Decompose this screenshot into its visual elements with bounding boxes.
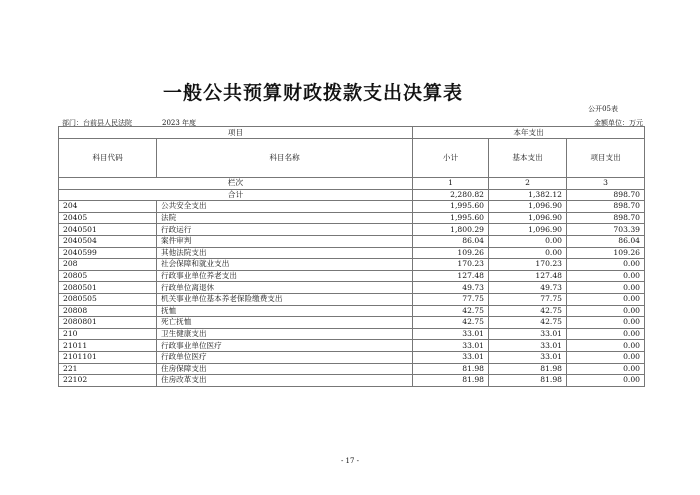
row-project: 0.00 bbox=[567, 340, 645, 352]
row-basic: 77.75 bbox=[489, 293, 567, 305]
table-row bbox=[59, 224, 645, 236]
row-code: 2040599 bbox=[59, 247, 157, 259]
row-project: 898.70 bbox=[567, 212, 645, 224]
row-code: 2040504 bbox=[59, 235, 157, 247]
row-name: 其他法院支出 bbox=[157, 247, 413, 259]
table-row bbox=[59, 328, 645, 340]
row-subtotal: 127.48 bbox=[413, 270, 489, 282]
row-basic: 0.00 bbox=[489, 247, 567, 259]
row-name: 行政单位离退休 bbox=[157, 282, 413, 294]
row-project: 0.00 bbox=[567, 351, 645, 363]
row-project: 0.00 bbox=[567, 259, 645, 271]
table-row bbox=[59, 282, 645, 294]
row-project: 0.00 bbox=[567, 363, 645, 375]
row-name: 案件审判 bbox=[157, 235, 413, 247]
row-name: 行政运行 bbox=[157, 224, 413, 236]
column-number-2: 2 bbox=[489, 178, 567, 190]
total-basic: 1,382.12 bbox=[489, 189, 567, 201]
row-basic: 33.01 bbox=[489, 340, 567, 352]
row-basic: 170.23 bbox=[489, 259, 567, 271]
table-row bbox=[59, 293, 645, 305]
page-number: - 17 - bbox=[340, 457, 360, 465]
row-basic: 81.98 bbox=[489, 375, 567, 387]
row-basic: 33.01 bbox=[489, 351, 567, 363]
row-project: 0.00 bbox=[567, 375, 645, 387]
row-name: 公共安全支出 bbox=[157, 201, 413, 213]
row-subtotal: 1,995.60 bbox=[413, 212, 489, 224]
row-code: 20805 bbox=[59, 270, 157, 282]
total-label: 合计 bbox=[59, 189, 413, 201]
expenditure-table bbox=[58, 126, 645, 387]
row-name: 社会保障和就业支出 bbox=[157, 259, 413, 271]
header-project: 项目 bbox=[59, 127, 413, 139]
row-basic: 1,096.90 bbox=[489, 212, 567, 224]
row-project: 0.00 bbox=[567, 293, 645, 305]
row-subtotal: 33.01 bbox=[413, 351, 489, 363]
row-basic: 81.98 bbox=[489, 363, 567, 375]
row-code: 204 bbox=[59, 201, 157, 213]
row-subtotal: 1,800.29 bbox=[413, 224, 489, 236]
row-project: 109.26 bbox=[567, 247, 645, 259]
row-code: 20405 bbox=[59, 212, 157, 224]
row-subtotal: 1,995.60 bbox=[413, 201, 489, 213]
row-code: 22102 bbox=[59, 375, 157, 387]
row-code: 208 bbox=[59, 259, 157, 271]
row-subtotal: 81.98 bbox=[413, 363, 489, 375]
row-subtotal: 86.04 bbox=[413, 235, 489, 247]
row-subtotal: 109.26 bbox=[413, 247, 489, 259]
row-project: 703.39 bbox=[567, 224, 645, 236]
table-row bbox=[59, 247, 645, 259]
header-project-expense: 项目支出 bbox=[567, 139, 645, 178]
row-project: 898.70 bbox=[567, 201, 645, 213]
row-name: 卫生健康支出 bbox=[157, 328, 413, 340]
table-row bbox=[59, 270, 645, 282]
department-label: 部门：台前县人民法院 bbox=[62, 119, 132, 127]
row-name: 行政事业单位医疗 bbox=[157, 340, 413, 352]
row-basic: 127.48 bbox=[489, 270, 567, 282]
table-row bbox=[59, 235, 645, 247]
row-code: 21011 bbox=[59, 340, 157, 352]
row-name: 机关事业单位基本养老保险缴费支出 bbox=[157, 293, 413, 305]
row-basic: 42.75 bbox=[489, 317, 567, 329]
total-project: 898.70 bbox=[567, 189, 645, 201]
form-number: 公开05表 bbox=[588, 105, 618, 113]
row-subtotal: 170.23 bbox=[413, 259, 489, 271]
row-name: 住房改革支出 bbox=[157, 375, 413, 387]
row-code: 2101101 bbox=[59, 351, 157, 363]
header-name: 科目名称 bbox=[157, 139, 413, 178]
row-subtotal: 81.98 bbox=[413, 375, 489, 387]
table-row bbox=[59, 375, 645, 387]
table-row bbox=[59, 305, 645, 317]
table-row bbox=[59, 317, 645, 329]
row-basic: 0.00 bbox=[489, 235, 567, 247]
header-current-year: 本年支出 bbox=[413, 127, 645, 139]
row-name: 死亡抚恤 bbox=[157, 317, 413, 329]
table-row bbox=[59, 259, 645, 271]
table-row bbox=[59, 201, 645, 213]
row-subtotal: 77.75 bbox=[413, 293, 489, 305]
unit-label: 金额单位：万元 bbox=[594, 119, 643, 127]
row-code: 2080801 bbox=[59, 317, 157, 329]
table-row bbox=[59, 340, 645, 352]
column-number-1: 1 bbox=[413, 178, 489, 190]
row-project: 0.00 bbox=[567, 328, 645, 340]
row-code: 2080501 bbox=[59, 282, 157, 294]
total-subtotal: 2,280.82 bbox=[413, 189, 489, 201]
row-name: 抚恤 bbox=[157, 305, 413, 317]
row-code: 2080505 bbox=[59, 293, 157, 305]
row-basic: 1,096.90 bbox=[489, 224, 567, 236]
year-label: 2023 年度 bbox=[162, 119, 197, 127]
row-subtotal: 42.75 bbox=[413, 305, 489, 317]
table-row bbox=[59, 351, 645, 363]
row-project: 86.04 bbox=[567, 235, 645, 247]
row-name: 行政事业单位养老支出 bbox=[157, 270, 413, 282]
page-title: 一般公共预算财政拨款支出决算表 bbox=[163, 82, 464, 104]
row-subtotal: 49.73 bbox=[413, 282, 489, 294]
column-number-row bbox=[59, 178, 645, 190]
row-name: 行政单位医疗 bbox=[157, 351, 413, 363]
header-subtotal: 小计 bbox=[413, 139, 489, 178]
row-project: 0.00 bbox=[567, 282, 645, 294]
row-subtotal: 33.01 bbox=[413, 340, 489, 352]
row-project: 0.00 bbox=[567, 317, 645, 329]
row-basic: 1,096.90 bbox=[489, 201, 567, 213]
row-basic: 49.73 bbox=[489, 282, 567, 294]
column-number-label: 栏次 bbox=[59, 178, 413, 190]
header-code: 科目代码 bbox=[59, 139, 157, 178]
row-code: 2040501 bbox=[59, 224, 157, 236]
row-subtotal: 42.75 bbox=[413, 317, 489, 329]
row-name: 住房保障支出 bbox=[157, 363, 413, 375]
column-number-3: 3 bbox=[567, 178, 645, 190]
row-basic: 42.75 bbox=[489, 305, 567, 317]
row-code: 221 bbox=[59, 363, 157, 375]
table-row bbox=[59, 363, 645, 375]
header-basic: 基本支出 bbox=[489, 139, 567, 178]
row-basic: 33.01 bbox=[489, 328, 567, 340]
row-code: 210 bbox=[59, 328, 157, 340]
total-row bbox=[59, 189, 645, 201]
row-code: 20808 bbox=[59, 305, 157, 317]
row-project: 0.00 bbox=[567, 270, 645, 282]
table-row bbox=[59, 212, 645, 224]
row-subtotal: 33.01 bbox=[413, 328, 489, 340]
row-project: 0.00 bbox=[567, 305, 645, 317]
row-name: 法院 bbox=[157, 212, 413, 224]
